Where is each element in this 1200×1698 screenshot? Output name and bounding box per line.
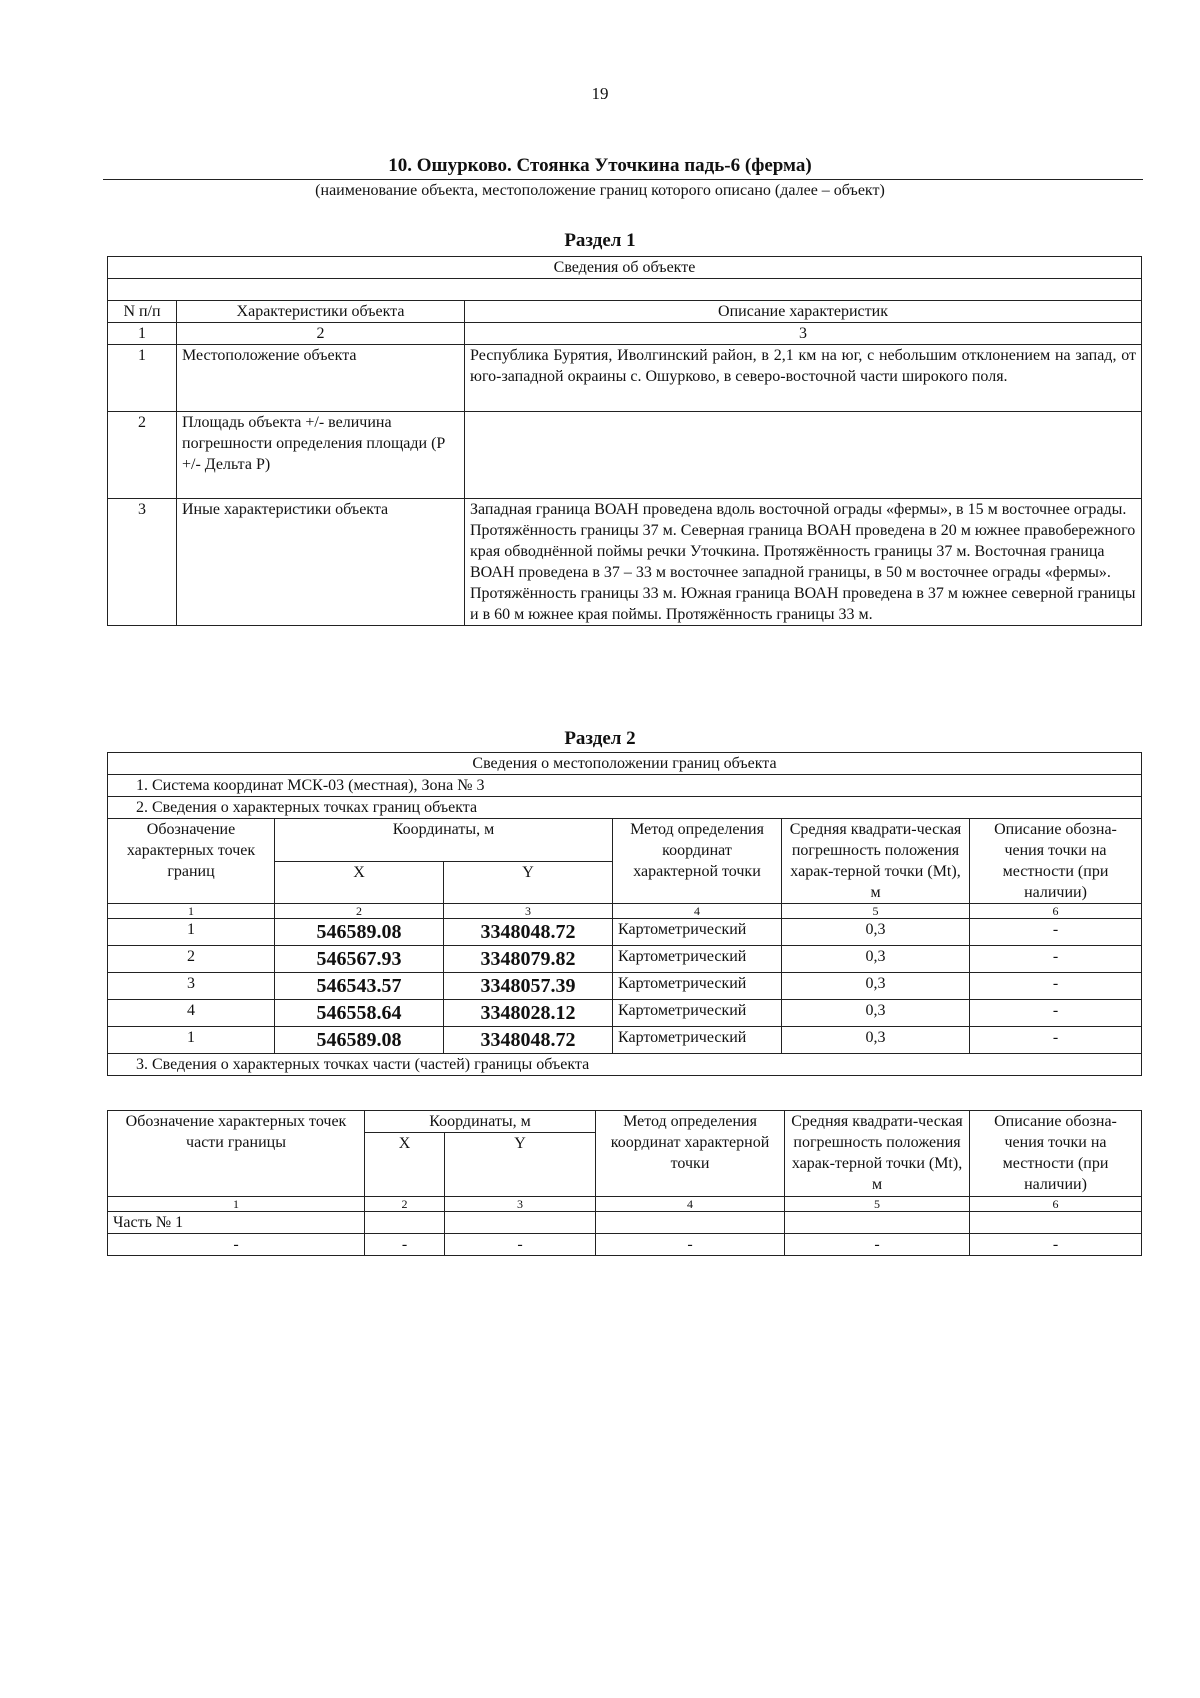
point-method: Картометрический <box>613 1000 782 1027</box>
point-method: Картометрический <box>613 946 782 973</box>
point-x: 546589.08 <box>275 919 444 946</box>
point-method: Картометрический <box>613 973 782 1000</box>
header-n: N п/п <box>108 301 177 323</box>
parts-header-error: Средняя квадрати-ческая погрешность положения харак-терной точки (Mt), м <box>785 1111 970 1197</box>
point-id: 3 <box>108 973 275 1000</box>
point-y: 3348057.39 <box>444 973 613 1000</box>
object-subtitle: (наименование объекта, местоположение границ которого описано (далее – объект) <box>315 182 885 199</box>
row-name: Местоположение объекта <box>177 345 465 412</box>
part-cell: - <box>596 1234 785 1256</box>
header-x: X <box>275 861 444 904</box>
row-number: 3 <box>108 499 177 626</box>
row-desc: Республика Бурятия, Иволгинский район, в 2,1 км на юг, с небольшим отклонением на запад, от юго-западной окраины с. Ошурково, в северо-восточной части широкого поля. <box>465 345 1142 412</box>
header-designation: Обозначение характерных точек границ <box>108 819 275 904</box>
table-row <box>108 499 1142 626</box>
header-characteristic: Характеристики объекта <box>177 301 465 323</box>
point-y: 3348048.72 <box>444 919 613 946</box>
parts-caption: 3. Сведения о характерных точках части (частей) границы объекта <box>108 1054 1142 1076</box>
point-mt: 0,3 <box>782 1027 970 1054</box>
header-description: Описание характеристик <box>465 301 1142 323</box>
header-coords: Координаты, м <box>275 819 613 862</box>
parts-header-y: Y <box>445 1133 596 1197</box>
header-description: Описание обозна-чения точки на местности (при наличии) <box>970 819 1142 904</box>
point-id: 4 <box>108 1000 275 1027</box>
parts-table <box>107 1110 1142 1256</box>
parts-header-description: Описание обозна-чения точки на местности (при наличии) <box>970 1111 1142 1197</box>
point-y: 3348028.12 <box>444 1000 613 1027</box>
parts-header-method: Метод определения координат характерной точки <box>596 1111 785 1197</box>
point-row <box>108 919 1142 946</box>
section2-heading: Раздел 2 <box>564 728 636 749</box>
point-id: 1 <box>108 1027 275 1054</box>
part-cell: - <box>365 1234 445 1256</box>
point-mt: 0,3 <box>782 973 970 1000</box>
col-number: 1 <box>108 904 275 919</box>
col-number: 4 <box>596 1197 785 1212</box>
col-number: 4 <box>613 904 782 919</box>
col-number: 6 <box>970 904 1142 919</box>
row-desc <box>465 412 1142 499</box>
col-number: 3 <box>444 904 613 919</box>
parts-header-designation: Обозначение характерных точек части границы <box>108 1111 365 1197</box>
header-error: Средняя квадрати-ческая погрешность положения харак-терной точки (Mt), м <box>782 819 970 904</box>
part-cell: - <box>785 1234 970 1256</box>
point-row <box>108 973 1142 1000</box>
col-number: 2 <box>275 904 444 919</box>
empty-row <box>108 279 1142 301</box>
section2-caption: Сведения о местоположении границ объекта <box>108 753 1142 775</box>
point-y: 3348048.72 <box>444 1027 613 1054</box>
col-number: 1 <box>108 323 177 345</box>
point-mt: 0,3 <box>782 1000 970 1027</box>
header-y: Y <box>444 861 613 904</box>
point-x: 546567.93 <box>275 946 444 973</box>
point-y: 3348079.82 <box>444 946 613 973</box>
point-row <box>108 1027 1142 1054</box>
points-caption: 2. Сведения о характерных точках границ объекта <box>108 797 1142 819</box>
part-cell: - <box>445 1234 596 1256</box>
point-method: Картометрический <box>613 919 782 946</box>
part-row <box>108 1234 1142 1256</box>
col-number: 3 <box>465 323 1142 345</box>
point-desc: - <box>970 1027 1142 1054</box>
point-desc: - <box>970 973 1142 1000</box>
point-row <box>108 1000 1142 1027</box>
point-id: 2 <box>108 946 275 973</box>
col-number: 2 <box>365 1197 445 1212</box>
point-desc: - <box>970 946 1142 973</box>
row-number: 2 <box>108 412 177 499</box>
parts-header-x: X <box>365 1133 445 1197</box>
table-row <box>108 345 1142 412</box>
col-number: 5 <box>782 904 970 919</box>
row-name: Иные характеристики объекта <box>177 499 465 626</box>
part-cell: - <box>970 1234 1142 1256</box>
section1-caption: Сведения об объекте <box>108 257 1142 279</box>
point-desc: - <box>970 919 1142 946</box>
title-underline <box>103 179 1143 180</box>
col-number: 1 <box>108 1197 365 1212</box>
row-desc: Западная граница ВОАН проведена вдоль восточной ограды «фермы», в 15 м восточнее ограды. Протяжённость границы 37 м. Северная граница ВОАН проведена в 20 м южнее правобережного края обводнённой поймы речки Уточкина. Протяжённость границы 37 м. Восточная граница ВОАН проведена в 37 – 33 м восточнее западной границы, в 50 м восточнее ограды «фермы». Протяжённость границы 33 м. Южная граница ВОАН проведена в 37 м южнее северной границы и в 60 м южнее края поймы. Протяжённость границы 33 м. <box>465 499 1142 626</box>
section2-table <box>107 752 1142 1076</box>
part-label: Часть № 1 <box>108 1212 365 1234</box>
col-number: 3 <box>445 1197 596 1212</box>
coord-system: 1. Система координат МСК-03 (местная), Зона № 3 <box>108 775 1142 797</box>
table-row <box>108 412 1142 499</box>
row-number: 1 <box>108 345 177 412</box>
section1-table <box>107 256 1142 626</box>
header-method: Метод определения координат характерной точки <box>613 819 782 904</box>
section1-heading: Раздел 1 <box>564 230 636 251</box>
point-method: Картометрический <box>613 1027 782 1054</box>
row-name: Площадь объекта +/- величина погрешности определения площади (Р +/- Дельта Р) <box>177 412 465 499</box>
point-desc: - <box>970 1000 1142 1027</box>
point-mt: 0,3 <box>782 919 970 946</box>
point-x: 546558.64 <box>275 1000 444 1027</box>
point-row <box>108 946 1142 973</box>
page-number: 19 <box>591 84 609 103</box>
point-id: 1 <box>108 919 275 946</box>
col-number: 2 <box>177 323 465 345</box>
col-number: 6 <box>970 1197 1142 1212</box>
point-mt: 0,3 <box>782 946 970 973</box>
col-number: 5 <box>785 1197 970 1212</box>
part-cell: - <box>108 1234 365 1256</box>
point-x: 546543.57 <box>275 973 444 1000</box>
point-x: 546589.08 <box>275 1027 444 1054</box>
parts-header-coords: Координаты, м <box>365 1111 596 1133</box>
object-title: 10. Ошурково. Стоянка Уточкина падь-6 (ферма) <box>388 155 812 176</box>
